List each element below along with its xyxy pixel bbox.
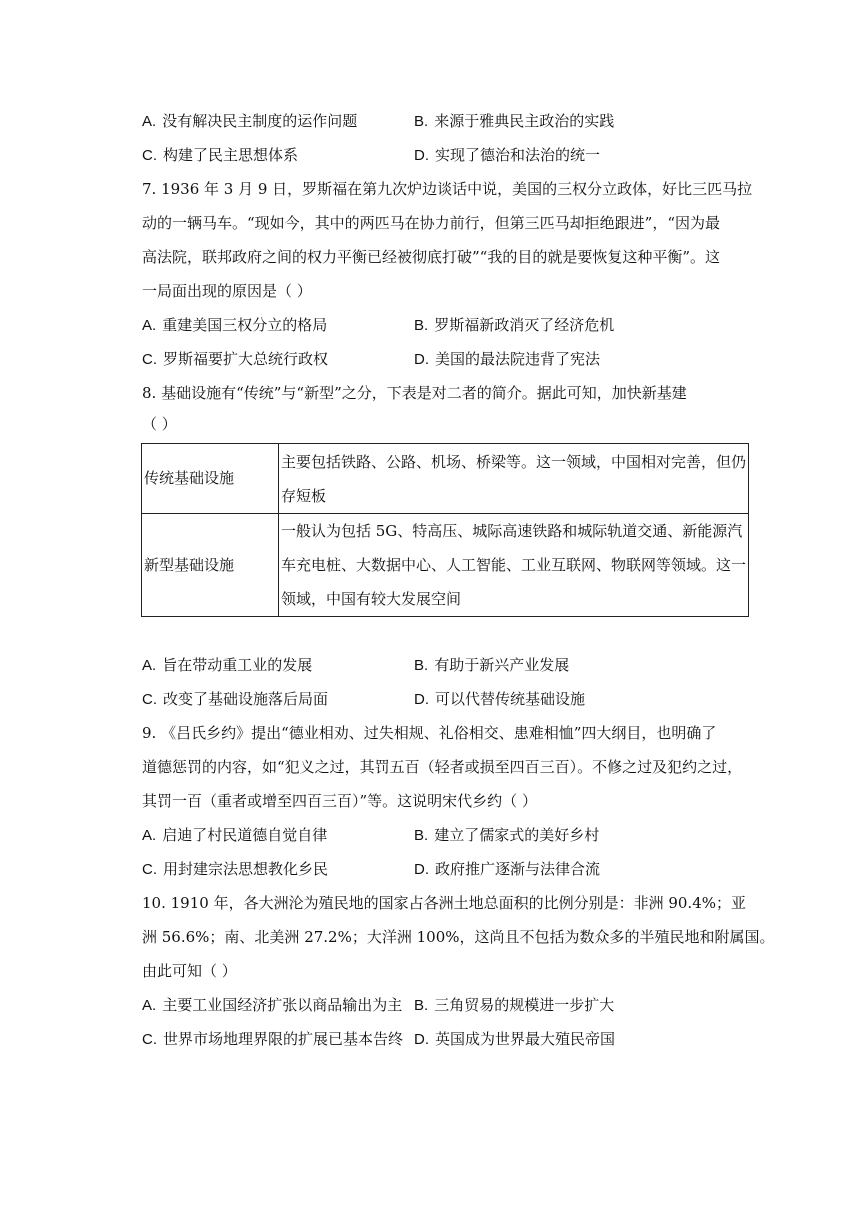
q7-option-b: [414, 315, 614, 336]
option-letter: C.: [142, 351, 157, 368]
option-letter: B.: [414, 827, 429, 844]
option-text: 有助于新兴产业发展: [434, 656, 570, 674]
option-letter: D.: [414, 147, 429, 164]
option-text: 罗斯福新政消灭了经济危机: [434, 316, 615, 334]
option-letter: A.: [142, 997, 157, 1014]
option-text: 美国的最法院违背了宪法: [435, 350, 601, 368]
table-cell-desc: [278, 514, 748, 617]
option-letter: C.: [142, 861, 157, 878]
q10-option-a: [142, 995, 402, 1016]
q10-stem-line-1: 10. 1910 年，各大洲沦为殖民地的国家占各洲土地总面积的比例分别是：非洲 90.4%；亚: [142, 894, 746, 912]
table-cell-name: 新型基础设施: [142, 514, 279, 617]
q9-option-c: [142, 859, 328, 880]
option-text: 政府推广逐渐与法律合流: [435, 860, 601, 878]
option-text: 改变了基础设施落后局面: [163, 690, 329, 708]
option-letter: D.: [414, 691, 429, 708]
option-text: 没有解决民主制度的运作问题: [162, 112, 358, 130]
q10-option-b: [414, 995, 614, 1016]
q8-option-a: [142, 655, 312, 676]
option-letter: C.: [142, 691, 157, 708]
option-letter: D.: [414, 1031, 429, 1048]
q8-stem-line-2: （ ）: [142, 415, 177, 433]
q7-stem-line-1: 7. 1936 年 3 月 9 日，罗斯福在第九次炉边谈话中说，美国的三权分立政体，好比三匹马拉: [142, 180, 753, 198]
option-text: 主要工业国经济扩张以商品输出为主: [162, 996, 403, 1014]
option-letter: D.: [414, 861, 429, 878]
option-letter: B.: [414, 657, 429, 674]
q10-stem-line-2: 洲 56.6%；南、北美洲 27.2%；大洋洲 100%，这尚且不包括为数众多的半殖民地和附属国。: [142, 928, 775, 946]
q10-stem-line-3: 由此可知（ ）: [142, 962, 237, 980]
q6-option-c: [142, 145, 298, 166]
q8-stem-line-1: 8. 基础设施有“传统”与“新型”之分，下表是对二者的简介。据此可知，加快新基建: [142, 384, 687, 402]
option-text: 实现了德治和法治的统一: [435, 146, 601, 164]
option-letter: C.: [142, 147, 157, 164]
option-letter: A.: [142, 113, 157, 130]
q9-option-a: [142, 825, 327, 846]
option-letter: B.: [414, 317, 429, 334]
desc-line: 一般认为包括 5G、特高压、城际高速铁路和城际轨道交通、新能源汽: [280, 522, 743, 540]
option-text: 重建美国三权分立的格局: [162, 316, 328, 334]
option-text: 建立了儒家式的美好乡村: [434, 826, 600, 844]
q7-stem-line-3: 高法院，联邦政府之间的权力平衡已经被彻底打破”“我的目的就是要恢复这种平衡”。这: [142, 248, 721, 266]
q6-option-d: [414, 145, 600, 166]
q7-stem-line-4: 一局面出现的原因是（ ）: [142, 282, 312, 300]
desc-line: 领域，中国有较大发展空间: [280, 590, 461, 608]
desc-line: 主要包括铁路、公路、机场、桥梁等。这一领域，中国相对完善，但仍: [280, 452, 746, 471]
table-cell-desc: [278, 444, 748, 514]
q7-option-d: [414, 349, 600, 370]
q8-option-c: [142, 689, 328, 710]
option-text: 构建了民主思想体系: [163, 146, 299, 164]
q8-option-b: [414, 655, 569, 676]
q10-option-d: [414, 1029, 615, 1050]
option-text: 罗斯福要扩大总统行政权: [163, 350, 329, 368]
option-text: 旨在带动重工业的发展: [162, 656, 313, 674]
q7-option-c: [142, 349, 328, 370]
table-row: [142, 444, 749, 514]
option-text: 用封建宗法思想教化乡民: [163, 860, 329, 878]
q9-option-b: [414, 825, 599, 846]
q7-stem-line-2: 动的一辆马车。“现如今，其中的两匹马在协力前行，但第三匹马却拒绝跟进”，“因为最: [142, 214, 721, 232]
q9-stem-line-2: 道德惩罚的内容，如“犯义之过，其罚五百（轻者或损至四百三百）。不修之过及犯约之过，: [142, 758, 743, 776]
q8-option-d: [414, 689, 585, 710]
option-text: 来源于雅典民主政治的实践: [434, 112, 615, 130]
option-text: 世界市场地理界限的扩展已基本告终: [163, 1030, 404, 1048]
q7-option-a: [142, 315, 327, 336]
q6-option-b: [414, 111, 614, 132]
option-letter: A.: [142, 317, 157, 334]
q6-option-a: [142, 111, 357, 132]
desc-line: 存短板: [280, 486, 326, 505]
q10-option-c: [142, 1029, 403, 1050]
q9-option-d: [414, 859, 600, 880]
table-cell-name: 传统基础设施: [142, 444, 279, 514]
option-letter: A.: [142, 827, 157, 844]
option-text: 三角贸易的规模进一步扩大: [434, 996, 615, 1014]
q9-stem-line-1: 9. 《吕氏乡约》提出“德业相劝、过失相规、礼俗相交、患难相恤”四大纲目，也明确了: [142, 724, 717, 742]
q9-stem-line-3: 其罚一百（重者或增至四百三百）”等。这说明宋代乡约（ ）: [142, 792, 537, 810]
option-letter: A.: [142, 657, 157, 674]
option-letter: B.: [414, 997, 429, 1014]
desc-line: 车充电桩、大数据中心、人工智能、工业互联网、物联网等领域。这一: [280, 556, 746, 574]
option-letter: C.: [142, 1031, 157, 1048]
infrastructure-table: [141, 443, 749, 617]
option-text: 英国成为世界最大殖民帝国: [435, 1030, 616, 1048]
table-row: [142, 514, 749, 617]
option-text: 可以代替传统基础设施: [435, 690, 586, 708]
option-text: 启迪了村民道德自觉自律: [162, 826, 328, 844]
option-letter: D.: [414, 351, 429, 368]
option-letter: B.: [414, 113, 429, 130]
